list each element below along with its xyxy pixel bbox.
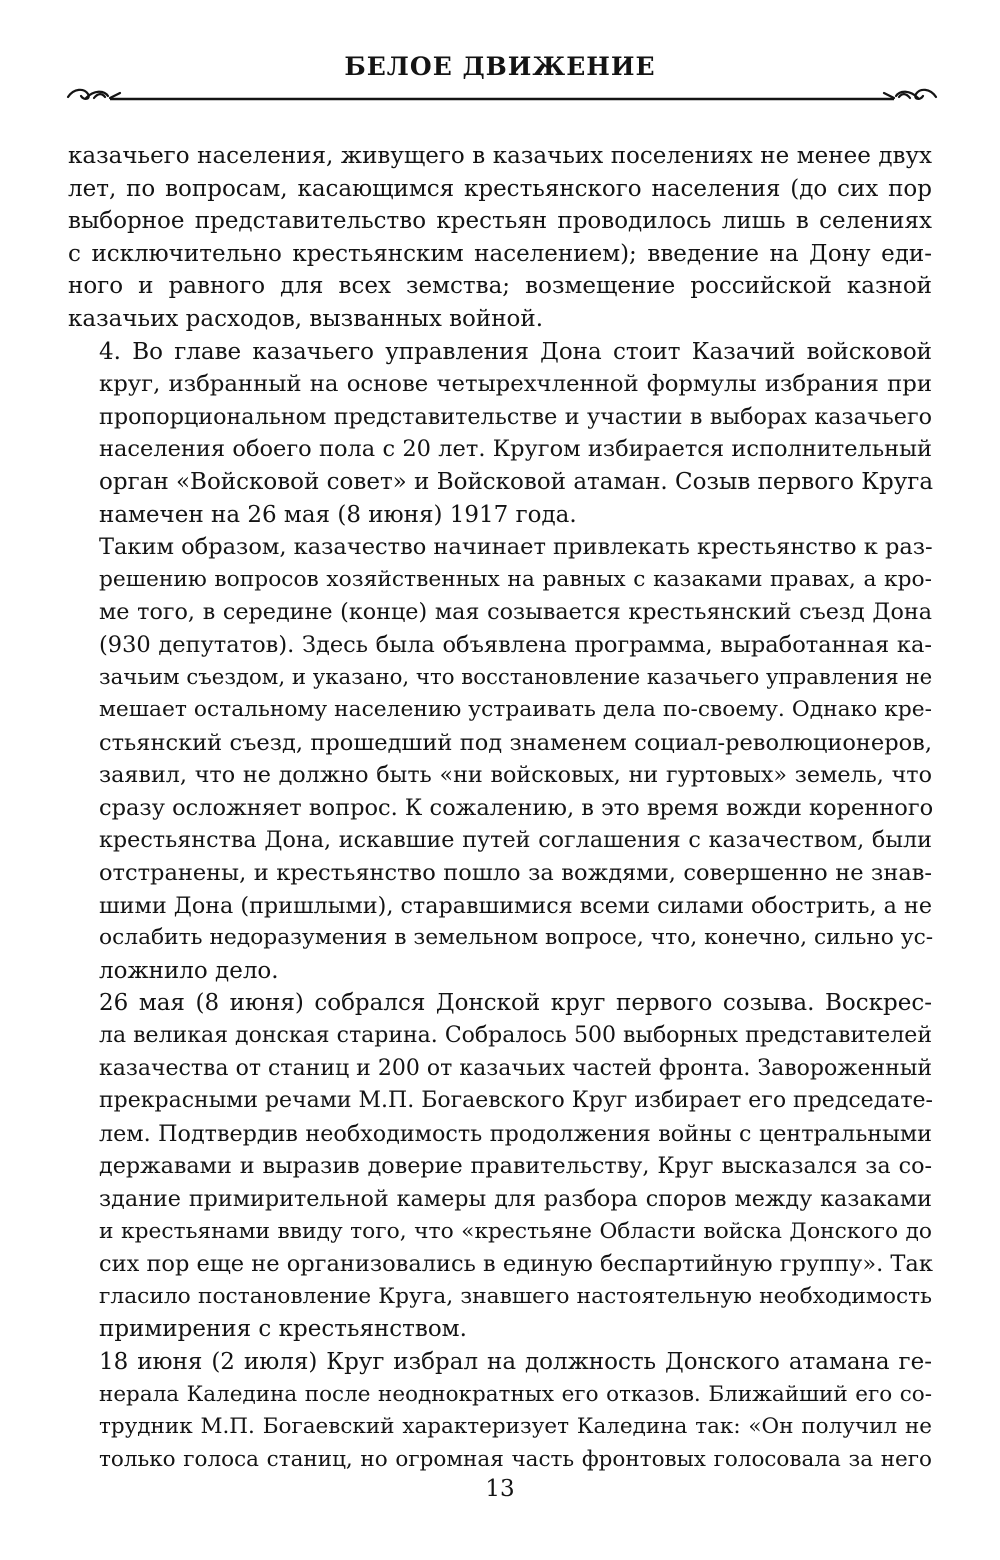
text-line: крестьянства Дона, искавшие путей соглашения с казачеством, были xyxy=(99,827,932,854)
text-line: ла великая донская старина. Собралось 500 выборных представителей xyxy=(99,1023,932,1049)
ornament-rule xyxy=(64,82,940,104)
text-line: казачества от станиц и 200 от казачьих частей фронта. Завороженный xyxy=(99,1055,932,1081)
text-line: сих пор еще не организовались в единую беспартийную группу». Так xyxy=(99,1251,933,1278)
text-line: шими Дона (пришлыми), старавшимися всеми силами обострить, а не xyxy=(99,892,932,919)
text-line: населения обоего пола с 20 лет. Кругом избирается исполнительный xyxy=(99,436,932,463)
text-line: решению вопросов хозяйственных на равных с казаками правах, а кро- xyxy=(99,566,932,592)
running-head: БЕЛОЕ ДВИЖЕНИЕ xyxy=(344,52,656,81)
text-line: орган «Войсковой совет» и Войсковой атаман. Созыв первого Круга xyxy=(99,468,934,495)
text-line: трудник М.П. Богаевский характеризует Каледина так: «Он получил не xyxy=(99,1414,932,1440)
text-line: 18 июня (2 июля) Круг избрал на должность Донского атамана ге- xyxy=(99,1348,932,1375)
text-line: только голоса станиц, но огромная часть фронтовых голосовала за него xyxy=(99,1446,932,1472)
text-line: намечен на 26 мая (8 июня) 1917 года. xyxy=(99,501,577,528)
text-line: прекрасными речами М.П. Богаевского Круг избирает его председате- xyxy=(99,1088,933,1114)
text-line: ного и равного для всех земства; возмещение российской казной xyxy=(68,273,932,300)
text-line: круг, избранный на основе четырехчленной формулы избрания при xyxy=(99,371,932,398)
text-line: гласило постановление Круга, знавшего настоятельную необходимость xyxy=(99,1283,932,1309)
text-line: стьянский съезд, прошедший под знаменем социал-революционеров, xyxy=(99,729,932,756)
text-line: казачьих расходов, вызванных войной. xyxy=(68,305,544,332)
body-text xyxy=(68,140,932,1476)
text-line: казачьего населения, живущего в казачьих поселениях не менее двух xyxy=(68,143,932,169)
text-line: сразу осложняет вопрос. К сожалению, в это время вожди коренного xyxy=(99,794,934,821)
text-line: Таким образом, казачество начинает привлекать крестьянство к раз- xyxy=(99,534,933,561)
text-line: ложнило дело. xyxy=(99,957,279,984)
text-line: 4. Во главе казачьего управления Дона стоит Казачий войсковой xyxy=(99,338,932,365)
text-line: ме того, в середине (конце) мая созывается крестьянский съезд Дона xyxy=(99,599,932,626)
left-scroll-ornament xyxy=(68,90,120,99)
text-line: здание примирительной камеры для разбора споров между казаками xyxy=(99,1186,932,1212)
text-line: лем. Подтвердив необходимость продолжения войны с центральными xyxy=(99,1120,932,1147)
text-line: отстранены, и крестьянство пошло за вождями, совершенно не знав- xyxy=(99,860,932,887)
text-line: 26 мая (8 июня) собрался Донской круг первого созыва. Воскрес- xyxy=(99,990,932,1017)
text-line: выборное представительство крестьян проводилось лишь в селениях xyxy=(68,208,932,235)
text-line: ослабить недоразумения в земельном вопросе, что, конечно, сильно ус- xyxy=(99,925,934,951)
text-line: с исключительно крестьянским населением); введение на Дону еди- xyxy=(68,240,932,267)
text-line: и крестьянами ввиду того, что «крестьяне Области войска Донского до xyxy=(99,1218,932,1244)
text-line: заявил, что не должно быть «ни войсковых, ни гуртовых» земель, что xyxy=(99,762,932,789)
text-line: пропорциональном представительстве и участии в выборах казачьего xyxy=(99,403,932,430)
text-line: державами и выразив доверие правительству, Круг высказался за со- xyxy=(99,1153,932,1180)
paragraph xyxy=(68,1346,932,1476)
text-line: примирения с крестьянством. xyxy=(99,1316,467,1343)
text-line: нерала Каледина после неоднократных его отказов. Ближайший его со- xyxy=(99,1381,932,1407)
paragraph xyxy=(68,336,932,532)
paragraph xyxy=(68,140,932,336)
page-number: 13 xyxy=(485,1476,515,1502)
paragraph xyxy=(68,987,932,1346)
right-scroll-ornament xyxy=(884,90,936,99)
text-line: (930 депутатов). Здесь была объявлена программа, выработанная ка- xyxy=(99,631,932,658)
paragraph xyxy=(68,531,932,987)
text-line: лет, по вопросам, касающимся крестьянского населения (до сих пор xyxy=(68,175,932,202)
text-line: зачьим съездом, и указано, что восстановление казачьего управления не xyxy=(99,664,933,690)
text-line: мешает остальному населению устраивать дела по-своему. Однако кре- xyxy=(99,697,932,723)
